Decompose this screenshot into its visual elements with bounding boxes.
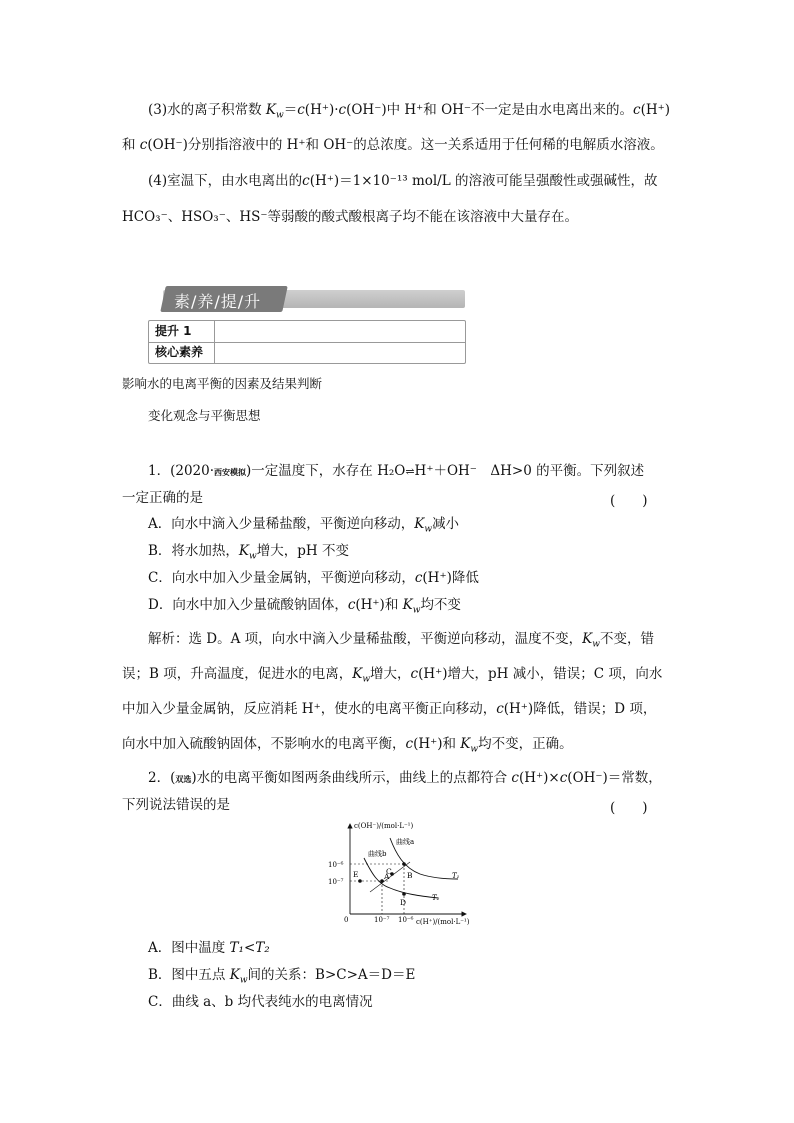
point-label: A — [384, 872, 390, 881]
kw-symbol: K — [414, 516, 425, 532]
series-end-label: T₂ — [432, 894, 440, 902]
q1-analysis-4 — [122, 735, 573, 753]
banner-title: 素/养/提/升 — [174, 292, 262, 311]
q2-stem2: 下列说法错误的是 — [122, 797, 230, 813]
origin-label: 0 — [344, 916, 349, 924]
text: 增大， — [370, 666, 411, 682]
section-subtitle: 变化观念与平衡思想 — [148, 408, 261, 423]
text: 向水中加入硫酸钠固体，不影响水的电离平衡， — [122, 736, 406, 752]
text: 1．(2020· — [148, 463, 215, 479]
q1-analysis-2 — [122, 665, 662, 683]
q1-option-d — [148, 596, 461, 614]
kw-sub: w — [424, 524, 433, 535]
x-tick-label: 10⁻⁷ — [374, 916, 390, 924]
kw-symbol: K — [402, 597, 413, 613]
kw-symbol: K — [352, 666, 363, 682]
point-label: B — [407, 871, 413, 880]
q1-analysis-1 — [148, 630, 654, 648]
text: T₁<T₂ — [229, 940, 270, 956]
q1-stem — [148, 462, 644, 482]
note3-line2 — [122, 136, 664, 154]
text: (3)水的离子积常数 — [148, 102, 266, 118]
label-row — [149, 321, 465, 343]
text: (H⁺)和 — [413, 736, 461, 752]
text: (H⁺)× — [518, 770, 560, 786]
note3-line1 — [148, 101, 670, 119]
kw-sub: w — [362, 674, 371, 685]
text: 解析：选 D。A 项，向水中滴入少量稀盐酸，平衡逆向移动，温度不变， — [148, 631, 583, 647]
x-axis-label: c(H⁺)/(mol·L⁻¹) — [416, 918, 470, 926]
kw-sub: w — [249, 551, 257, 562]
q2-stem — [148, 769, 662, 789]
kw-symbol: K — [265, 102, 277, 118]
kw-symbol: K — [229, 967, 240, 983]
text: (OH⁻)分别指溶液中的 H⁺和 OH⁻的总浓度。这一关系适用于任何稀的电解质水溶液。 — [147, 137, 664, 153]
c-symbol: c — [633, 102, 641, 118]
c-symbol: c — [347, 597, 356, 613]
note4-line1 — [148, 172, 658, 190]
section-title: 影响水的电离平衡的因素及结果判断 — [122, 376, 323, 391]
text: (H⁺)＝1×10⁻¹³ mol/L 的溶液可能呈强酸性或强碱性，故 — [309, 173, 658, 189]
label-row — [149, 342, 465, 363]
c-symbol: c — [410, 666, 419, 682]
q1-stem2: 一定正确的是 — [122, 490, 203, 506]
text: 和 — [122, 137, 140, 153]
text: 误；B 项，升高温度，促进水的电离， — [122, 666, 353, 682]
point-d — [402, 892, 406, 896]
text: (H⁺)增大，pH 减小，错误；C 项，向水 — [418, 666, 663, 682]
answer-paren: ( ) — [610, 493, 648, 509]
source-tag: 双选 — [175, 775, 192, 784]
y-axis-label: c(OH⁻)/(mol·L⁻¹) — [354, 822, 414, 830]
answer-paren: ( ) — [610, 800, 648, 816]
c-symbol: c — [139, 137, 148, 153]
curve-label: 曲线a — [396, 838, 415, 846]
text: (H⁺)· — [304, 102, 339, 118]
kw-symbol: K — [460, 736, 471, 752]
c-symbol: c — [405, 736, 414, 752]
q1-option-b — [148, 542, 349, 560]
text: C．向水中加入少量金属钠，平衡逆向移动， — [148, 570, 415, 586]
text: (OH⁻)＝常数， — [567, 770, 662, 786]
text: 减小 — [432, 516, 460, 532]
text: 间的关系：B>C>A＝D＝E — [247, 967, 416, 983]
text: 中加入少量金属钠，反应消耗 H⁺，使水的电离平衡正向移动， — [122, 701, 497, 717]
text: (H⁺)和 — [355, 597, 403, 613]
text: 2．( — [148, 770, 176, 786]
text: 均不变 — [420, 597, 461, 613]
text: 均不变，正确。 — [478, 736, 573, 752]
note4-line2: HCO₃⁻、HSO₃⁻、HS⁻等弱酸的酸式酸根离子均不能在该溶液中大量存在。 — [122, 209, 578, 225]
point-label: D — [400, 898, 407, 907]
q2-option-b — [148, 966, 415, 984]
label-cell: 提升 1 — [149, 321, 215, 342]
text: )水的电离平衡如图两条曲线所示，曲线上的点都符合 — [191, 770, 512, 786]
q1-option-c — [148, 569, 479, 587]
x-tick-label: 10⁻⁶ — [398, 916, 414, 924]
text: A．向水中滴入少量稀盐酸，平衡逆向移动， — [148, 516, 415, 532]
text: (4)室温下，由水电离出的 — [148, 173, 303, 189]
text: H⁺＋OH⁻ ΔH>0 的平衡。下列叙述 — [414, 463, 645, 479]
c-symbol: c — [496, 701, 504, 717]
kw-chart — [320, 818, 470, 930]
q2-option-c: C．曲线 a、b 均代表纯水的电离情况 — [148, 994, 373, 1010]
text: A．图中温度 — [148, 940, 230, 956]
equilibrium-arrow-icon: ⇌ — [405, 465, 415, 478]
c-symbol: c — [338, 102, 347, 118]
q1-analysis-3 — [122, 700, 656, 718]
text: 不变，错 — [599, 631, 654, 647]
text: B．图中五点 — [148, 967, 230, 983]
series-end-label: T₁ — [452, 872, 460, 880]
source-tag: 西安模拟 — [214, 468, 247, 477]
kw-sub: w — [592, 639, 600, 650]
text: B．将水加热， — [148, 543, 239, 559]
q1-option-a — [148, 515, 459, 533]
c-symbol: c — [302, 173, 310, 189]
c-symbol: c — [511, 770, 519, 786]
c-symbol: c — [297, 102, 305, 118]
kw-sub: w — [239, 975, 248, 986]
kw-sub: w — [276, 110, 284, 121]
text: (H⁺)降低，错误；D 项， — [503, 701, 657, 717]
y-tick-label: 10⁻⁶ — [328, 861, 344, 869]
kw-symbol: K — [582, 631, 593, 647]
text: D．向水中加入少量硫酸钠固体， — [148, 597, 348, 613]
point-label: C — [386, 867, 392, 876]
label-table — [148, 320, 466, 364]
text: (OH⁻)中 H⁺和 OH⁻不一定是由水电离出来的。 — [346, 102, 634, 118]
q2-option-a — [148, 939, 270, 957]
point-b — [402, 862, 406, 866]
point-label: E — [353, 870, 359, 879]
y-tick-label: 10⁻⁷ — [328, 878, 344, 886]
curve-label: 曲线b — [368, 850, 387, 858]
text: (H⁺)降低 — [422, 570, 479, 586]
text: )一定温度下，水存在 H₂O — [246, 463, 406, 479]
label-cell: 核心素养 — [149, 342, 215, 363]
point-e — [358, 879, 362, 883]
kw-sub: w — [412, 605, 421, 616]
text: (H⁺) — [640, 102, 671, 118]
text: 增大，pH 不变 — [256, 543, 349, 559]
kw-sub: w — [470, 744, 479, 755]
c-symbol: c — [414, 570, 423, 586]
kw-symbol: K — [238, 543, 250, 559]
c-symbol: c — [559, 770, 568, 786]
text: ＝ — [283, 102, 298, 118]
